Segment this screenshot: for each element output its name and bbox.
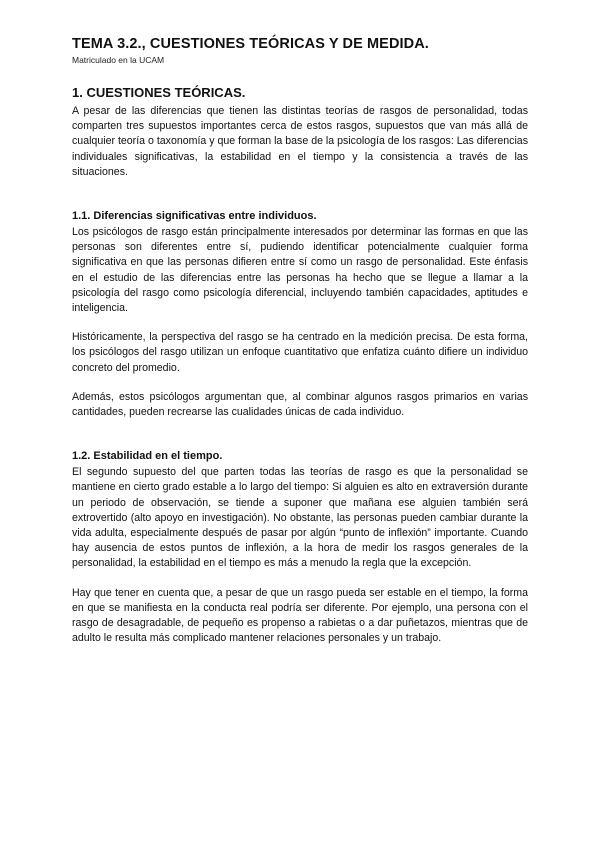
document-title: TEMA 3.2., CUESTIONES TEÓRICAS Y DE MEDIDA. <box>72 36 429 52</box>
document-page <box>72 36 528 646</box>
section-1-heading: 1. CUESTIONES TEÓRICAS. <box>72 85 246 100</box>
document-subtitle: Matriculado en la UCAM <box>72 55 165 65</box>
section-1-2-heading: 1.2. Estabilidad en el tiempo. <box>72 450 223 463</box>
section-1-1-paragraph: Los psicólogos de rasgo están principalmente interesados por determinar las formas en que las personas son diferentes entre sí, pudiendo identificar potencialmente cualquier forma significativa en que las personas difieren entre sí como un rasgo de personalidad. Este énfasis en el estudio de las diferencias entre las personas ha hecho que se llegue a llamar a la psicología del rasgo como psicología diferencial, incluyendo también capacidades, aptitudes e inteligencia. <box>72 226 528 315</box>
section-1-paragraph: A pesar de las diferencias que tienen las distintas teorías de rasgos de personalidad, todas comparten tres supuestos importantes cerca de estos rasgos, supuestos que van más allá de cualquier teoría o taxonomía y que forman la base de la psicología de los rasgos: Las diferencias individuales significativas, la estabilidad en el tiempo y la consistencia a través de las situaciones. <box>72 105 528 178</box>
section-1-2-paragraph: Hay que tener en cuenta que, a pesar de que un rasgo pueda ser estable en el tiempo, la forma en que se manifiesta en la conducta real podría ser diferente. Por ejemplo, una persona con el rasgo de desagradable, de pequeño es propenso a rabietas o a dar puñetazos, mientras que de adulto le resulta más complicado mantener relaciones personales y un trabajo. <box>72 586 528 645</box>
section-1-2-paragraph: El segundo supuesto del que parten todas las teorías de rasgo es que la personalidad se mantiene en cierto grado estable a lo largo del tiempo: Si alguien es alto en extraversión durante un periodo de observación, se tiende a suponer que mañana ese alguien también será extrovertido (alto apoyo en investigación). No obstante, las personas pueden cambiar durante la vida adulta, especialmente después de pasar por algún “punto de inflexión” importante. Cuando hay ausencia de estos puntos de inflexión, a la hora de medir los rasgos generales de la personalidad, la estabilidad en el tiempo es más a menudo la regla que la excepción. <box>72 466 528 570</box>
section-1-1 <box>72 210 528 420</box>
section-1-2 <box>72 450 528 646</box>
section-1-1-paragraph: Además, estos psicólogos argumentan que, al combinar algunos rasgos primarios en varias cantidades, pueden recrearse las cualidades únicas de cada individuo. <box>72 390 528 419</box>
section-1-1-paragraph: Históricamente, la perspectiva del rasgo se ha centrado en la medición precisa. De esta forma, los psicólogos del rasgo utilizan un enfoque cuantitativo que enfatiza cuánto difiere un individuo concreto del promedio. <box>72 331 528 374</box>
section-1-1-heading: 1.1. Diferencias significativas entre individuos. <box>72 210 317 223</box>
